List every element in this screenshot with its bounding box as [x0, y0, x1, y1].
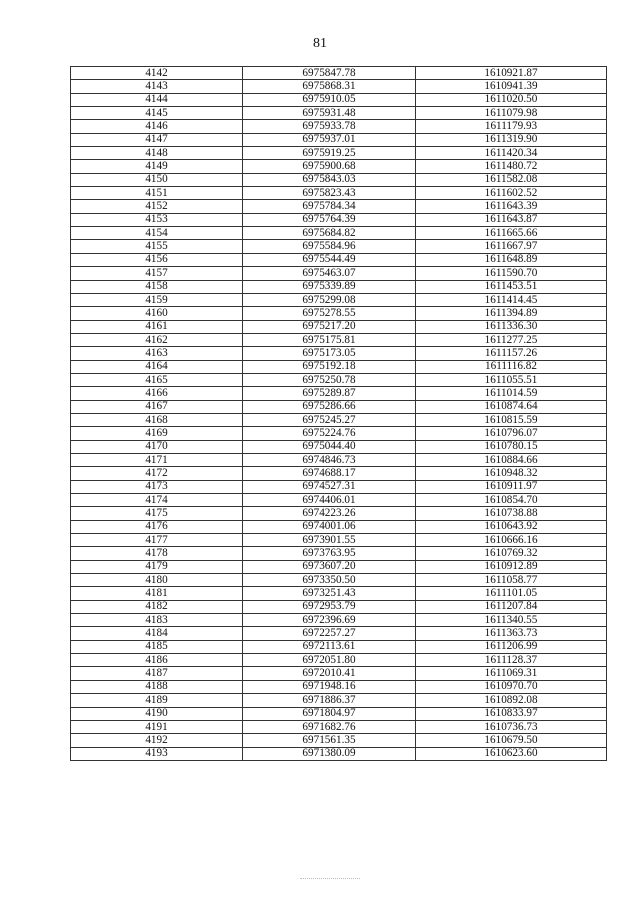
table-row	[71, 133, 607, 146]
x-coordinate-cell: 6975286.66	[243, 400, 416, 413]
point-number-cell: 4169	[71, 427, 243, 440]
point-number-cell: 4150	[71, 173, 243, 186]
point-number-cell: 4158	[71, 280, 243, 293]
point-number-cell: 4151	[71, 187, 243, 200]
y-coordinate-cell: 1610912.89	[416, 560, 607, 573]
x-coordinate-cell: 6971380.09	[243, 747, 416, 760]
table-row	[71, 253, 607, 266]
point-number-cell: 4187	[71, 667, 243, 680]
point-number-cell: 4179	[71, 560, 243, 573]
x-coordinate-cell: 6972113.61	[243, 640, 416, 653]
y-coordinate-cell: 1610911.97	[416, 480, 607, 493]
table-row	[71, 667, 607, 680]
x-coordinate-cell: 6973350.50	[243, 574, 416, 587]
point-number-cell: 4149	[71, 160, 243, 173]
x-coordinate-cell: 6975910.05	[243, 93, 416, 106]
point-number-cell: 4144	[71, 93, 243, 106]
y-coordinate-cell: 1611069.31	[416, 667, 607, 680]
x-coordinate-cell: 6975847.78	[243, 67, 416, 80]
x-coordinate-cell: 6974001.06	[243, 520, 416, 533]
y-coordinate-cell: 1611582.08	[416, 173, 607, 186]
y-coordinate-cell: 1610941.39	[416, 80, 607, 93]
table-row	[71, 400, 607, 413]
table-row	[71, 413, 607, 426]
y-coordinate-cell: 1610815.59	[416, 413, 607, 426]
y-coordinate-cell: 1610833.97	[416, 707, 607, 720]
x-coordinate-cell: 6975173.05	[243, 347, 416, 360]
y-coordinate-cell: 1610970.70	[416, 680, 607, 693]
point-number-cell: 4192	[71, 734, 243, 747]
point-number-cell: 4142	[71, 67, 243, 80]
y-coordinate-cell: 1610874.64	[416, 400, 607, 413]
table-row	[71, 734, 607, 747]
x-coordinate-cell: 6973607.20	[243, 560, 416, 573]
y-coordinate-cell: 1611453.51	[416, 280, 607, 293]
x-coordinate-cell: 6974406.01	[243, 494, 416, 507]
x-coordinate-cell: 6975584.96	[243, 240, 416, 253]
table-row	[71, 373, 607, 386]
table-row	[71, 640, 607, 653]
table-row	[71, 534, 607, 547]
y-coordinate-cell: 1611363.73	[416, 627, 607, 640]
y-coordinate-cell: 1610948.32	[416, 467, 607, 480]
y-coordinate-cell: 1611101.05	[416, 587, 607, 600]
x-coordinate-cell: 6972051.80	[243, 654, 416, 667]
x-coordinate-cell: 6971804.97	[243, 707, 416, 720]
table-row	[71, 213, 607, 226]
point-number-cell: 4184	[71, 627, 243, 640]
point-number-cell: 4185	[71, 640, 243, 653]
point-number-cell: 4176	[71, 520, 243, 533]
point-number-cell: 4174	[71, 494, 243, 507]
y-coordinate-cell: 1611079.98	[416, 107, 607, 120]
table-row	[71, 347, 607, 360]
y-coordinate-cell: 1610892.08	[416, 694, 607, 707]
y-coordinate-cell: 1611058.77	[416, 574, 607, 587]
x-coordinate-cell: 6975784.34	[243, 200, 416, 213]
point-number-cell: 4175	[71, 507, 243, 520]
point-number-cell: 4165	[71, 373, 243, 386]
point-number-cell: 4148	[71, 147, 243, 160]
table-row	[71, 187, 607, 200]
point-number-cell: 4163	[71, 347, 243, 360]
table-row	[71, 467, 607, 480]
y-coordinate-cell: 1610738.88	[416, 507, 607, 520]
coordinates-table-body	[71, 67, 607, 761]
table-row	[71, 694, 607, 707]
x-coordinate-cell: 6975278.55	[243, 307, 416, 320]
x-coordinate-cell: 6974527.31	[243, 480, 416, 493]
x-coordinate-cell: 6972010.41	[243, 667, 416, 680]
point-number-cell: 4147	[71, 133, 243, 146]
table-row	[71, 614, 607, 627]
y-coordinate-cell: 1611394.89	[416, 307, 607, 320]
y-coordinate-cell: 1610769.32	[416, 547, 607, 560]
table-row	[71, 160, 607, 173]
point-number-cell: 4190	[71, 707, 243, 720]
point-number-cell: 4177	[71, 534, 243, 547]
x-coordinate-cell: 6972257.27	[243, 627, 416, 640]
table-row	[71, 627, 607, 640]
y-coordinate-cell: 1610884.66	[416, 453, 607, 466]
y-coordinate-cell: 1610921.87	[416, 67, 607, 80]
y-coordinate-cell: 1611602.52	[416, 187, 607, 200]
point-number-cell: 4170	[71, 440, 243, 453]
y-coordinate-cell: 1610666.16	[416, 534, 607, 547]
x-coordinate-cell: 6971948.16	[243, 680, 416, 693]
y-coordinate-cell: 1611590.70	[416, 267, 607, 280]
y-coordinate-cell: 1611420.34	[416, 147, 607, 160]
point-number-cell: 4164	[71, 360, 243, 373]
table-row	[71, 173, 607, 186]
point-number-cell: 4155	[71, 240, 243, 253]
point-number-cell: 4157	[71, 267, 243, 280]
point-number-cell: 4161	[71, 320, 243, 333]
x-coordinate-cell: 6975868.31	[243, 80, 416, 93]
table-row	[71, 507, 607, 520]
y-coordinate-cell: 1610854.70	[416, 494, 607, 507]
table-row	[71, 480, 607, 493]
y-coordinate-cell: 1610796.07	[416, 427, 607, 440]
point-number-cell: 4180	[71, 574, 243, 587]
x-coordinate-cell: 6974223.26	[243, 507, 416, 520]
x-coordinate-cell: 6975900.68	[243, 160, 416, 173]
point-number-cell: 4189	[71, 694, 243, 707]
point-number-cell: 4143	[71, 80, 243, 93]
x-coordinate-cell: 6971561.35	[243, 734, 416, 747]
y-coordinate-cell: 1611116.82	[416, 360, 607, 373]
scan-artifact-line	[300, 878, 360, 879]
x-coordinate-cell: 6975289.87	[243, 387, 416, 400]
y-coordinate-cell: 1611128.37	[416, 654, 607, 667]
x-coordinate-cell: 6975931.48	[243, 107, 416, 120]
y-coordinate-cell: 1610643.92	[416, 520, 607, 533]
point-number-cell: 4171	[71, 453, 243, 466]
table-row	[71, 267, 607, 280]
y-coordinate-cell: 1611665.66	[416, 227, 607, 240]
table-row	[71, 333, 607, 346]
table-row	[71, 80, 607, 93]
point-number-cell: 4186	[71, 654, 243, 667]
x-coordinate-cell: 6971682.76	[243, 720, 416, 733]
x-coordinate-cell: 6973901.55	[243, 534, 416, 547]
y-coordinate-cell: 1611414.45	[416, 293, 607, 306]
table-row	[71, 93, 607, 106]
x-coordinate-cell: 6972396.69	[243, 614, 416, 627]
point-number-cell: 4162	[71, 333, 243, 346]
table-row	[71, 240, 607, 253]
table-row	[71, 560, 607, 573]
x-coordinate-cell: 6975224.76	[243, 427, 416, 440]
y-coordinate-cell: 1611157.26	[416, 347, 607, 360]
point-number-cell: 4153	[71, 213, 243, 226]
point-number-cell: 4154	[71, 227, 243, 240]
coordinates-table	[70, 66, 607, 761]
table-row	[71, 547, 607, 560]
x-coordinate-cell: 6975175.81	[243, 333, 416, 346]
table-row	[71, 280, 607, 293]
x-coordinate-cell: 6975192.18	[243, 360, 416, 373]
x-coordinate-cell: 6971886.37	[243, 694, 416, 707]
x-coordinate-cell: 6975339.89	[243, 280, 416, 293]
x-coordinate-cell: 6975044.40	[243, 440, 416, 453]
point-number-cell: 4156	[71, 253, 243, 266]
table-row	[71, 67, 607, 80]
table-row	[71, 587, 607, 600]
table-row	[71, 147, 607, 160]
table-row	[71, 200, 607, 213]
point-number-cell: 4181	[71, 587, 243, 600]
y-coordinate-cell: 1611667.97	[416, 240, 607, 253]
y-coordinate-cell: 1611055.51	[416, 373, 607, 386]
x-coordinate-cell: 6975823.43	[243, 187, 416, 200]
table-row	[71, 320, 607, 333]
point-number-cell: 4146	[71, 120, 243, 133]
x-coordinate-cell: 6975684.82	[243, 227, 416, 240]
table-row	[71, 600, 607, 613]
y-coordinate-cell: 1610679.50	[416, 734, 607, 747]
table-row	[71, 307, 607, 320]
y-coordinate-cell: 1611648.89	[416, 253, 607, 266]
x-coordinate-cell: 6975764.39	[243, 213, 416, 226]
x-coordinate-cell: 6975937.01	[243, 133, 416, 146]
table-row	[71, 680, 607, 693]
x-coordinate-cell: 6973763.95	[243, 547, 416, 560]
x-coordinate-cell: 6973251.43	[243, 587, 416, 600]
table-row	[71, 707, 607, 720]
table-row	[71, 494, 607, 507]
point-number-cell: 4178	[71, 547, 243, 560]
y-coordinate-cell: 1611020.50	[416, 93, 607, 106]
x-coordinate-cell: 6974846.73	[243, 453, 416, 466]
x-coordinate-cell: 6975919.25	[243, 147, 416, 160]
point-number-cell: 4191	[71, 720, 243, 733]
point-number-cell: 4159	[71, 293, 243, 306]
point-number-cell: 4145	[71, 107, 243, 120]
y-coordinate-cell: 1610780.15	[416, 440, 607, 453]
x-coordinate-cell: 6975250.78	[243, 373, 416, 386]
point-number-cell: 4152	[71, 200, 243, 213]
table-row	[71, 227, 607, 240]
x-coordinate-cell: 6975245.27	[243, 413, 416, 426]
table-row	[71, 440, 607, 453]
point-number-cell: 4168	[71, 413, 243, 426]
table-row	[71, 520, 607, 533]
y-coordinate-cell: 1611340.55	[416, 614, 607, 627]
point-number-cell: 4167	[71, 400, 243, 413]
y-coordinate-cell: 1610623.60	[416, 747, 607, 760]
x-coordinate-cell: 6974688.17	[243, 467, 416, 480]
y-coordinate-cell: 1611336.30	[416, 320, 607, 333]
point-number-cell: 4193	[71, 747, 243, 760]
point-number-cell: 4183	[71, 614, 243, 627]
x-coordinate-cell: 6975843.03	[243, 173, 416, 186]
page-number: 81	[313, 36, 327, 51]
point-number-cell: 4166	[71, 387, 243, 400]
y-coordinate-cell: 1611277.25	[416, 333, 607, 346]
point-number-cell: 4188	[71, 680, 243, 693]
y-coordinate-cell: 1611643.87	[416, 213, 607, 226]
table-row	[71, 654, 607, 667]
y-coordinate-cell: 1611480.72	[416, 160, 607, 173]
x-coordinate-cell: 6975933.78	[243, 120, 416, 133]
point-number-cell: 4182	[71, 600, 243, 613]
table-row	[71, 387, 607, 400]
y-coordinate-cell: 1610736.73	[416, 720, 607, 733]
x-coordinate-cell: 6972953.79	[243, 600, 416, 613]
x-coordinate-cell: 6975299.08	[243, 293, 416, 306]
x-coordinate-cell: 6975463.07	[243, 267, 416, 280]
y-coordinate-cell: 1611179.93	[416, 120, 607, 133]
x-coordinate-cell: 6975217.20	[243, 320, 416, 333]
table-row	[71, 427, 607, 440]
table-row	[71, 107, 607, 120]
y-coordinate-cell: 1611014.59	[416, 387, 607, 400]
table-row	[71, 574, 607, 587]
y-coordinate-cell: 1611319.90	[416, 133, 607, 146]
y-coordinate-cell: 1611643.39	[416, 200, 607, 213]
table-row	[71, 453, 607, 466]
point-number-cell: 4160	[71, 307, 243, 320]
point-number-cell: 4172	[71, 467, 243, 480]
point-number-cell: 4173	[71, 480, 243, 493]
table-row	[71, 747, 607, 760]
table-row	[71, 120, 607, 133]
y-coordinate-cell: 1611206.99	[416, 640, 607, 653]
table-row	[71, 720, 607, 733]
table-row	[71, 293, 607, 306]
table-row	[71, 360, 607, 373]
x-coordinate-cell: 6975544.49	[243, 253, 416, 266]
y-coordinate-cell: 1611207.84	[416, 600, 607, 613]
